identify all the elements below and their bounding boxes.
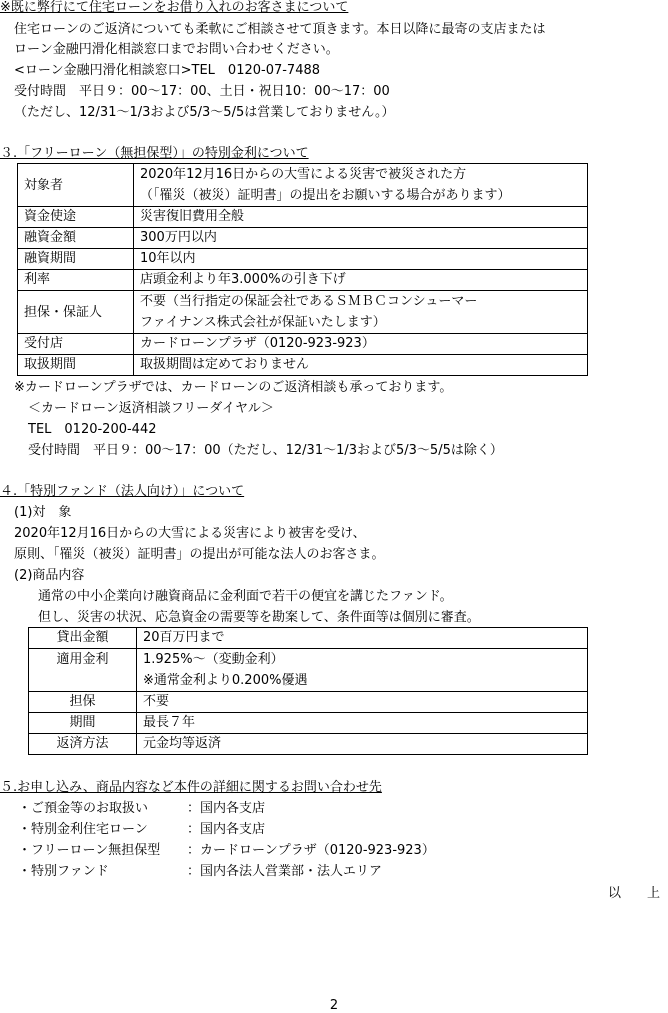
table-row — [29, 713, 588, 734]
table-row — [29, 628, 588, 649]
contact-label-deposits: ・ご預金等のお取扱い — [18, 801, 149, 816]
freeloan-value-purpose: 災害復旧費用全般 — [134, 207, 588, 228]
freeloan-label-branch: 受付店 — [18, 334, 134, 355]
section3-note-3: TEL 0120-200-442 — [28, 422, 157, 437]
freeloan-value-period: 取扱期間は定めておりません — [134, 355, 588, 376]
fund-value-collateral: 不要 — [137, 692, 588, 713]
closing-mark: 以 上 — [608, 886, 661, 901]
table-row — [18, 270, 588, 291]
freeloan-value-target-line2: （「罹災（被災）証明書」の提出をお願いする場合があります） — [140, 188, 511, 203]
section3-note-4: 受付時間 平日９：00～17：00（ただし、12/31～1/3および5/3～5/5は除く） — [28, 443, 503, 458]
existing-borrowers-heading: ※既に弊行にて住宅ローンをお借り入れのお客さまについて — [0, 0, 349, 15]
existing-line-2: ローン金融円滑化相談窓口までお問い合わせください。 — [14, 42, 339, 57]
table-row — [18, 249, 588, 270]
freeloan-label-collateral: 担保・保証人 — [18, 291, 134, 334]
contact-label-mortgage: ・特別金利住宅ローン — [18, 822, 148, 837]
fund-label-term: 期間 — [29, 713, 137, 734]
fund-value-repayment: 元金均等返済 — [137, 734, 588, 755]
section4-sub2-line-1: 通常の中小企業向け融資商品に金利面で若干の便宜を講じたファンド。 — [38, 589, 453, 604]
table-row — [29, 649, 588, 692]
freeloan-value-target — [134, 164, 588, 207]
freeloan-value-collateral-line2: ファイナンス株式会社が保証いたします） — [140, 315, 386, 330]
fund-label-rate: 適用金利 — [29, 649, 137, 692]
freeloan-value-branch: カードローンプラザ（0120-923-923） — [134, 334, 588, 355]
table-row — [18, 355, 588, 376]
existing-line-5: （ただし、12/31～1/3および5/3～5/5は営業しておりません。） — [14, 105, 395, 120]
section4-sub1-line-2: 原則、「罹災（被災）証明書」の提出が可能な法人のお客さま。 — [14, 547, 385, 562]
contact-value-fund: ：国内各法人営業部・法人エリア — [187, 864, 383, 879]
section5-heading: ５.お申し込み、商品内容など本件の詳細に関するお問い合わせ先 — [0, 780, 382, 795]
freeloan-label-term: 融資期間 — [18, 249, 134, 270]
freeloan-value-collateral-line1: 不要（当行指定の保証会社であるＳＭＢＣコンシューマー — [140, 294, 478, 309]
section4-sub2-line-2: 但し、災害の状況、応急資金の需要等を勘案して、条件面等は個別に審査。 — [38, 610, 480, 625]
fund-label-repayment: 返済方法 — [29, 734, 137, 755]
existing-line-1: 住宅ローンのご返済についても柔軟にご相談させて頂きます。本日以降に最寄の支店または — [14, 22, 546, 37]
contact-label-freeloan: ・フリーローン無担保型 — [18, 843, 161, 858]
freeloan-value-rate: 店頭金利より年3.000%の引き下げ — [134, 270, 588, 291]
contact-value-deposits: ：国内各支店 — [187, 801, 266, 816]
freeloan-label-amount: 融資金額 — [18, 228, 134, 249]
freeloan-value-collateral — [134, 291, 588, 334]
freeloan-label-period: 取扱期間 — [18, 355, 134, 376]
table-row — [18, 164, 588, 207]
fund-value-amount: 20百万円まで — [137, 628, 588, 649]
fund-table — [28, 627, 588, 755]
section3-heading: ３.「フリーローン（無担保型）」の特別金利について — [0, 146, 309, 161]
table-row — [29, 734, 588, 755]
section4-sub2-title: (2)商品内容 — [14, 568, 85, 583]
freeloan-table — [17, 163, 588, 376]
freeloan-label-purpose: 資金使途 — [18, 207, 134, 228]
section4-sub1-title: (1)対 象 — [14, 505, 72, 520]
fund-value-rate — [137, 649, 588, 692]
table-row — [18, 228, 588, 249]
existing-line-4: 受付時間 平日９：00～17：00、土日・祝日10：00～17：00 — [14, 84, 390, 99]
fund-value-term: 最長７年 — [137, 713, 588, 734]
page-number: 2 — [329, 998, 339, 1013]
section4-sub1-line-1: 2020年12月16日からの大雪による災害により被害を受け、 — [14, 526, 366, 541]
contact-value-freeloan: ：カードローンプラザ（0120-923-923） — [187, 843, 435, 858]
table-row — [29, 692, 588, 713]
section3-note-1: ※カードローンプラザでは、カードローンのご返済相談も承っております。 — [14, 380, 453, 395]
table-row — [18, 291, 588, 334]
freeloan-label-rate: 利率 — [18, 270, 134, 291]
freeloan-value-target-line1: 2020年12月16日からの大雪による災害で被災された方 — [140, 167, 467, 182]
contact-value-mortgage: ：国内各支店 — [187, 822, 266, 837]
fund-label-collateral: 担保 — [29, 692, 137, 713]
freeloan-value-amount: 300万円以内 — [134, 228, 588, 249]
section4-heading: ４.「特別ファンド（法人向け）」について — [0, 484, 245, 499]
fund-value-rate-line1: 1.925%～（変動金利） — [143, 652, 284, 667]
freeloan-value-term: 10年以内 — [134, 249, 588, 270]
table-row — [18, 334, 588, 355]
fund-label-amount: 貸出金額 — [29, 628, 137, 649]
section3-note-2: ＜カードローン返済相談フリーダイヤル＞ — [28, 401, 274, 416]
freeloan-label-target: 対象者 — [18, 164, 134, 207]
existing-line-3: <ローン金融円滑化相談窓口>TEL 0120-07-7488 — [14, 63, 321, 78]
fund-value-rate-line2: ※通常金利より0.200%優遇 — [143, 673, 308, 688]
contact-label-fund: ・特別ファンド — [18, 864, 109, 879]
table-row — [18, 207, 588, 228]
